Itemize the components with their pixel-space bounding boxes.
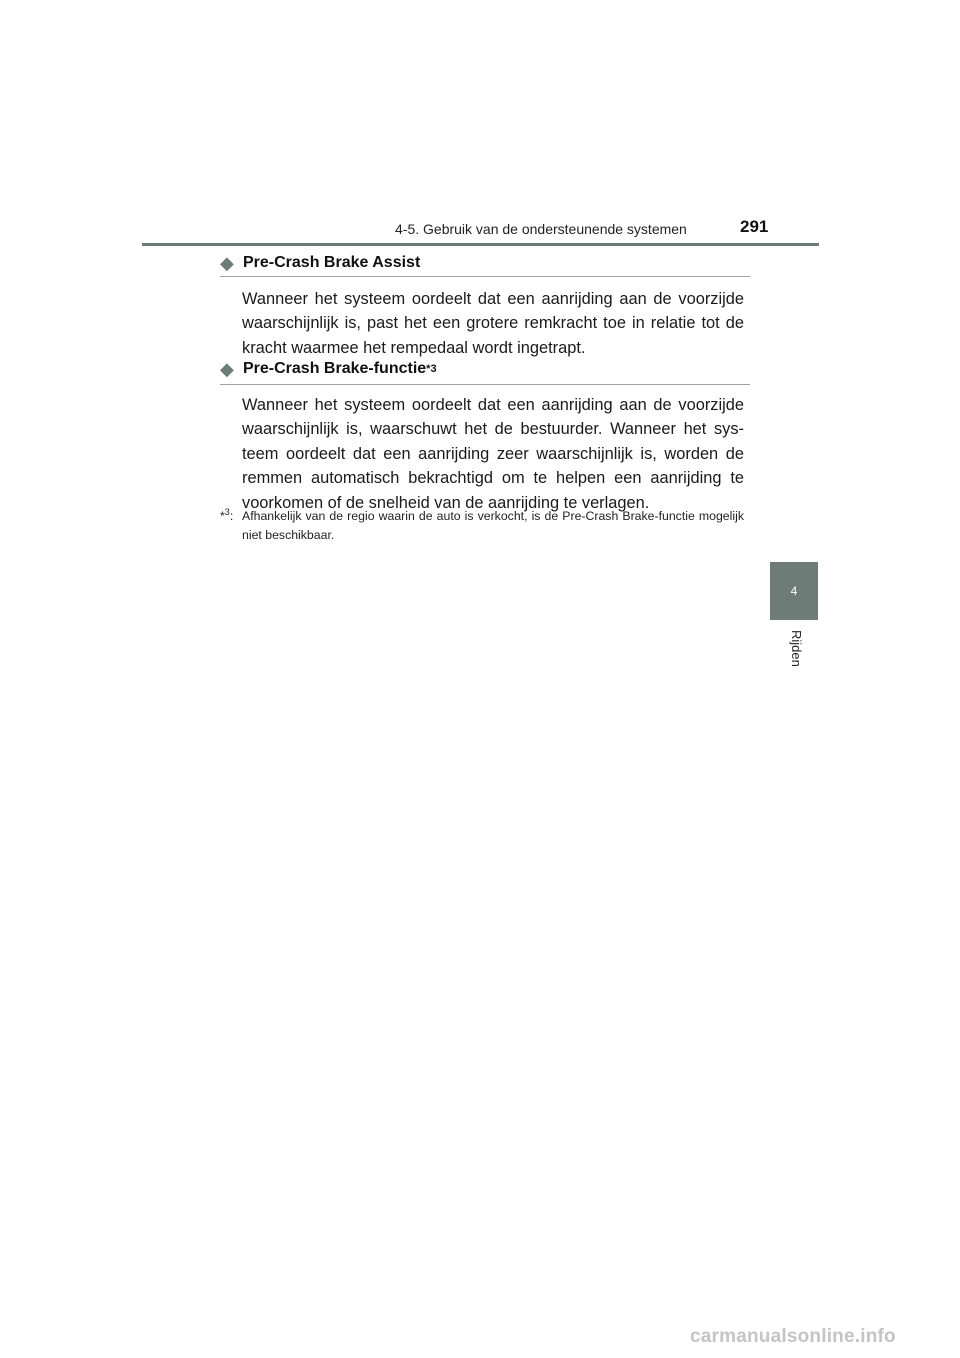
- section-heading-text: Pre-Crash Brake Assist: [243, 254, 421, 271]
- footnote-asterisk: *: [220, 509, 225, 523]
- section-heading-rule: [220, 384, 750, 385]
- section-heading-text: Pre-Crash Brake-functie: [243, 360, 427, 377]
- footnote-text: Afhankelijk van de regio waarin de auto is verkocht, is de Pre-Crash Brake-functie mogelijk niet beschikbaar.: [242, 509, 744, 542]
- footnote-number: 3: [224, 506, 230, 517]
- header-rule: [142, 243, 819, 246]
- section-paragraph: Wanneer het systeem oordeelt dat een aanrijding aan de voorzijde waarschijnlijk is, past het een grotere remkracht toe in relatie tot de kracht waarmee het rempedaal wordt ingetrapt.: [242, 290, 744, 357]
- section-heading-pre-crash-brake-functie: ◆ Pre-Crash Brake-functie *3: [220, 359, 437, 379]
- section-paragraph: Wanneer het systeem oordeelt dat een aanrijding aan de voorzijde waarschijnlijk is, waarschuwt het de bestuurder. Wanneer het sys-teem oordeelt dat een aanrijding zeer waarschijnlijk is, worden de remmen automatisch bekrachtigd om te helpen een aanrijding te voorkomen of de snelheid van de aanrijding te verlagen.: [242, 396, 744, 512]
- page-number: 291: [740, 217, 769, 236]
- chapter-number: 4: [790, 584, 798, 598]
- watermark: carmanualsonline.info: [690, 1326, 896, 1347]
- footnote-mark: [220, 507, 233, 526]
- section-heading-rule: [220, 276, 750, 277]
- diamond-icon: ◆: [220, 253, 234, 273]
- footnote-colon: :: [229, 509, 234, 523]
- chapter-tab: [770, 562, 818, 620]
- footnote: [220, 507, 744, 544]
- chapter-label: Rijden: [789, 630, 804, 667]
- section-heading-pre-crash-brake-assist: [220, 254, 750, 272]
- diamond-icon: ◆: [220, 359, 234, 379]
- header-title: 4-5. Gebruik van de ondersteunende systemen: [395, 221, 687, 237]
